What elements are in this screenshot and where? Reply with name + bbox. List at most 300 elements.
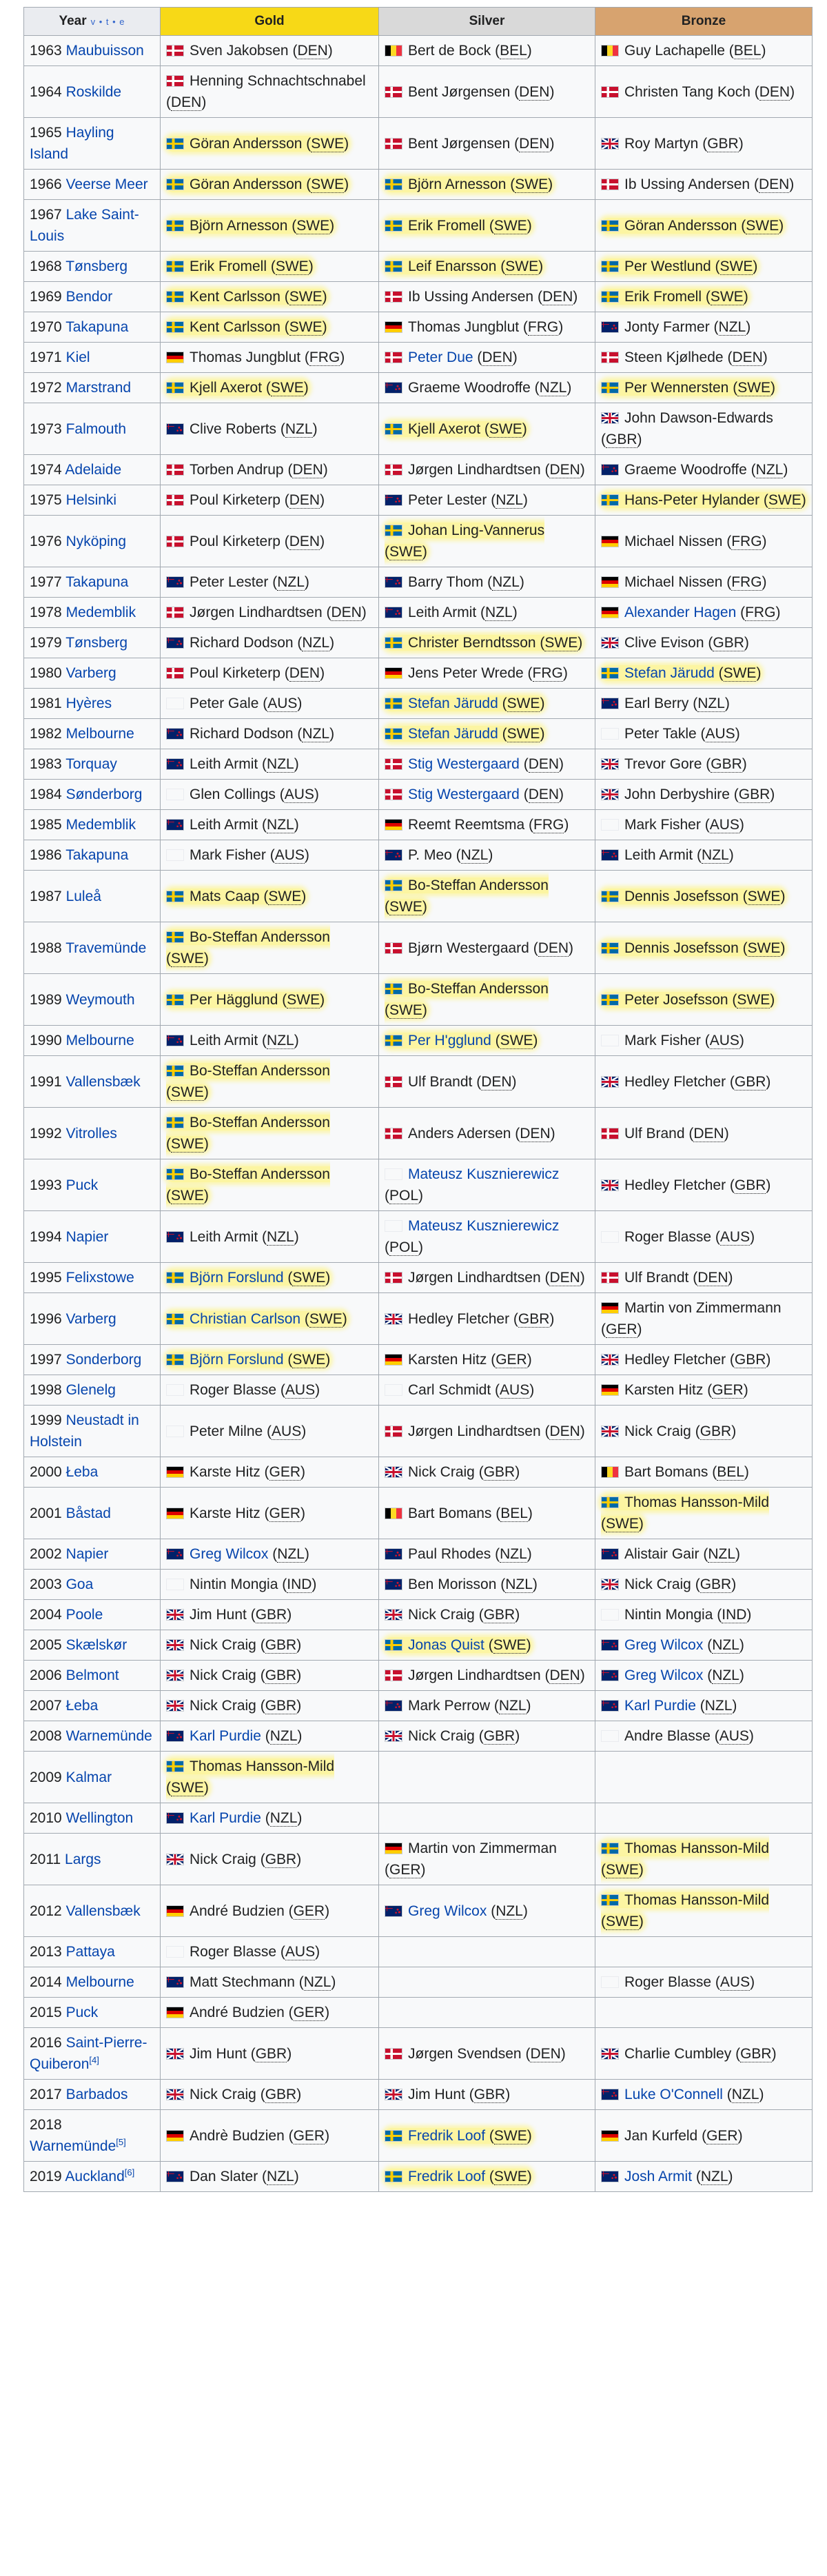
venue-link[interactable]: Puck	[65, 2005, 99, 2020]
country-code[interactable]: BEL	[500, 1505, 528, 1521]
country-code[interactable]: SWE	[389, 544, 422, 560]
athlete-name[interactable]: Kent Carlsson	[190, 289, 280, 305]
country-code[interactable]: SWE	[507, 726, 540, 742]
country-code[interactable]: GBR	[518, 1310, 550, 1327]
country-code[interactable]: FRG	[309, 349, 340, 365]
athlete-name[interactable]: Kjell Axerot	[190, 380, 263, 396]
athlete-name[interactable]: Leith Armit	[190, 1228, 258, 1245]
athlete-name[interactable]: Graeme Woodroffe	[408, 380, 531, 396]
venue-link[interactable]: Tønsberg	[65, 258, 128, 274]
athlete-name[interactable]: Thomas Hansson-Mild	[624, 1494, 770, 1510]
country-code[interactable]: AUS	[709, 817, 739, 833]
country-code[interactable]: SWE	[606, 1914, 639, 1929]
athlete-name[interactable]: Fredrik Loof	[408, 2127, 486, 2144]
athlete-name[interactable]: Bo-Steffan Andersson	[190, 929, 330, 945]
country-code[interactable]: SWE	[296, 217, 330, 234]
athlete-name[interactable]: Ulf Brandt	[624, 1270, 689, 1286]
country-code[interactable]: SWE	[723, 665, 757, 681]
venue-link[interactable]: Pattaya	[65, 1944, 115, 1960]
country-code[interactable]: SWE	[493, 2169, 527, 2184]
athlete-name[interactable]: Guy Lachapelle	[624, 43, 725, 59]
athlete-name[interactable]: Björn Arnesson	[190, 217, 288, 234]
country-code[interactable]: SWE	[493, 217, 527, 234]
country-code[interactable]: GBR	[255, 1607, 287, 1623]
citation-link[interactable]: [5]	[116, 2137, 126, 2147]
country-code[interactable]: NZL	[267, 817, 294, 833]
athlete-name[interactable]: Nick Craig	[408, 1728, 475, 1744]
athlete-name[interactable]: Bent Jørgensen	[408, 135, 511, 152]
athlete-name[interactable]: Nick Craig	[190, 1637, 256, 1653]
country-code[interactable]: NZL	[277, 1546, 305, 1562]
venue-link[interactable]: Adelaide	[65, 462, 122, 478]
athlete-name[interactable]: Bart Bomans	[408, 1505, 492, 1521]
country-code[interactable]: POL	[389, 1239, 419, 1255]
athlete-name[interactable]: Christian Carlson	[190, 1310, 301, 1327]
country-code[interactable]: DEN	[171, 94, 202, 110]
athlete-name[interactable]: Jim Hunt	[190, 1607, 247, 1623]
country-code[interactable]: NZL	[731, 2087, 759, 2102]
citation-link[interactable]: [6]	[124, 2167, 135, 2178]
athlete-name[interactable]: Bo-Steffan Andersson	[190, 1063, 330, 1079]
athlete-name[interactable]: Roger Blasse	[190, 1382, 277, 1398]
venue-link[interactable]: Kalmar	[65, 1769, 112, 1785]
venue-link[interactable]: Nyköping	[65, 533, 127, 549]
athlete-name[interactable]: Dennis Josefsson	[624, 888, 739, 904]
country-code[interactable]: NZL	[496, 492, 523, 508]
country-code[interactable]: SWE	[311, 135, 345, 152]
athlete-name[interactable]: Alistair Gair	[624, 1546, 700, 1562]
country-code[interactable]: SWE	[515, 176, 549, 192]
country-code[interactable]: AUS	[274, 847, 305, 863]
country-code[interactable]: SWE	[747, 888, 781, 904]
athlete-name[interactable]: Bert de Bock	[408, 43, 491, 59]
athlete-name[interactable]: Bo-Steffan Andersson	[408, 878, 549, 893]
venue-link[interactable]: Hyères	[65, 696, 112, 711]
country-code[interactable]: SWE	[289, 289, 323, 305]
country-code[interactable]: NZL	[277, 574, 305, 590]
athlete-name[interactable]: Poul Kirketerp	[190, 492, 280, 508]
athlete-name[interactable]: Torben Andrup	[190, 462, 284, 478]
athlete-name[interactable]: Anders Adersen	[408, 1125, 511, 1142]
athlete-name[interactable]: Nick Craig	[190, 1667, 256, 1683]
country-code[interactable]: DEN	[693, 1125, 724, 1142]
country-code[interactable]: GBR	[265, 1851, 297, 1867]
athlete-name[interactable]: Mark Perrow	[408, 1698, 491, 1714]
venue-link[interactable]: Napier	[65, 1546, 109, 1562]
country-code[interactable]: GER	[389, 1862, 421, 1878]
country-code[interactable]: SWE	[171, 951, 204, 966]
athlete-name[interactable]: Stefan Järudd	[624, 665, 715, 681]
venue-link[interactable]: Glenelg	[65, 1382, 116, 1398]
country-code[interactable]: DEN	[542, 289, 573, 305]
athlete-name[interactable]: John Dawson-Edwards	[624, 410, 773, 426]
venue-link[interactable]: Felixstowe	[65, 1270, 134, 1286]
country-code[interactable]: SWE	[289, 319, 323, 335]
athlete-name[interactable]: Mark Fisher	[624, 1033, 701, 1048]
citation-link[interactable]: [4]	[89, 2055, 99, 2065]
venue-link[interactable]: Melbourne	[65, 1974, 134, 1990]
athlete-name[interactable]: Leith Armit	[190, 817, 258, 833]
country-code[interactable]: DEN	[549, 462, 580, 478]
athlete-name[interactable]: Göran Andersson	[624, 217, 737, 234]
athlete-name[interactable]: Mateusz Kusznierewicz	[408, 1166, 560, 1182]
athlete-name[interactable]: Luke O'Connell	[624, 2087, 723, 2102]
country-code[interactable]: NZL	[708, 1546, 736, 1562]
country-code[interactable]: DEN	[519, 83, 550, 100]
country-code[interactable]: GBR	[734, 1352, 766, 1368]
venue-link[interactable]: Poole	[65, 1607, 103, 1623]
venue-link[interactable]: Melbourne	[65, 726, 134, 742]
athlete-name[interactable]: Dan Slater	[190, 2169, 258, 2184]
athlete-name[interactable]: Nick Craig	[624, 1576, 691, 1592]
athlete-name[interactable]: Paul Rhodes	[408, 1546, 491, 1562]
athlete-name[interactable]: Peter Takle	[624, 726, 697, 742]
country-code[interactable]: NZL	[755, 462, 784, 478]
country-code[interactable]: SWE	[287, 991, 320, 1008]
athlete-name[interactable]: Jim Hunt	[190, 2045, 247, 2062]
country-code[interactable]: SWE	[505, 258, 539, 274]
country-code[interactable]: GBR	[265, 2087, 297, 2102]
vte-links[interactable]: v • t • e	[90, 17, 125, 27]
country-code[interactable]: AUS	[500, 1382, 530, 1398]
country-code[interactable]: GBR	[740, 2045, 772, 2062]
athlete-name[interactable]: Bent Jørgensen	[408, 83, 511, 100]
venue-link[interactable]: Skælskør	[65, 1637, 127, 1653]
athlete-name[interactable]: Nick Craig	[190, 1851, 256, 1867]
venue-link[interactable]: Goa	[65, 1576, 94, 1592]
athlete-name[interactable]: Erik Fromell	[408, 217, 486, 234]
venue-link[interactable]: Largs	[65, 1851, 101, 1867]
country-code[interactable]: GBR	[738, 787, 770, 802]
athlete-name[interactable]: Ulf Brand	[624, 1125, 685, 1142]
athlete-name[interactable]: Hedley Fletcher	[624, 1352, 726, 1368]
country-code[interactable]: GBR	[265, 1667, 297, 1683]
country-code[interactable]: SWE	[746, 217, 779, 234]
country-code[interactable]: GBR	[483, 1464, 515, 1480]
athlete-name[interactable]: Michael Nissen	[624, 574, 723, 590]
athlete-name[interactable]: Jørgen Lindhardtsen	[408, 1270, 541, 1286]
athlete-name[interactable]: Leith Armit	[190, 1033, 258, 1048]
athlete-name[interactable]: Jørgen Lindhardtsen	[190, 605, 323, 620]
athlete-name[interactable]: André Budzien	[190, 1903, 285, 1919]
venue-link[interactable]: Wellington	[65, 1810, 134, 1826]
country-code[interactable]: SWE	[270, 380, 304, 396]
athlete-name[interactable]: Reemt Reemtsma	[408, 817, 525, 833]
country-code[interactable]: SWE	[171, 1084, 204, 1100]
athlete-name[interactable]: Josh Armit	[624, 2169, 693, 2184]
country-code[interactable]: NZL	[285, 420, 313, 437]
country-code[interactable]: NZL	[302, 726, 330, 742]
athlete-name[interactable]: Clive Roberts	[190, 420, 277, 437]
athlete-name[interactable]: Karste Hitz	[190, 1505, 261, 1521]
athlete-name[interactable]: Bo-Steffan Andersson	[190, 1166, 330, 1182]
country-code[interactable]: NZL	[712, 1637, 739, 1653]
country-code[interactable]: DEN	[289, 665, 320, 681]
venue-link[interactable]: Sonderborg	[65, 1352, 142, 1368]
athlete-name[interactable]: Peter Due	[408, 349, 473, 365]
athlete-name[interactable]: Erik Fromell	[624, 289, 702, 305]
athlete-name[interactable]: Leith Armit	[624, 847, 693, 863]
country-code[interactable]: SWE	[309, 1310, 343, 1327]
athlete-name[interactable]: Stig Westergaard	[408, 787, 520, 802]
country-code[interactable]: SWE	[710, 289, 744, 305]
athlete-name[interactable]: Peter Lester	[190, 574, 269, 590]
country-code[interactable]: DEN	[297, 43, 328, 59]
country-code[interactable]: SWE	[489, 420, 522, 437]
athlete-name[interactable]: Graeme Woodroffe	[624, 462, 747, 478]
country-code[interactable]: SWE	[275, 258, 309, 274]
athlete-name[interactable]: André Budzien	[190, 2005, 285, 2020]
athlete-name[interactable]: Per Hägglund	[190, 991, 278, 1008]
athlete-name[interactable]: Trevor Gore	[624, 756, 702, 772]
country-code[interactable]: BEL	[733, 43, 762, 59]
athlete-name[interactable]: Thomas Jungblut	[408, 319, 520, 335]
athlete-name[interactable]: Göran Andersson	[190, 176, 303, 192]
country-code[interactable]: SWE	[389, 899, 422, 915]
country-code[interactable]: DEN	[758, 176, 790, 192]
country-code[interactable]: NZL	[269, 1810, 298, 1826]
country-code[interactable]: NZL	[267, 756, 294, 772]
athlete-name[interactable]: Fredrik Loof	[408, 2169, 486, 2184]
athlete-name[interactable]: Karste Hitz	[190, 1464, 261, 1480]
athlete-name[interactable]: Thomas Hansson-Mild	[190, 1758, 335, 1774]
venue-link[interactable]: Båstad	[65, 1505, 111, 1521]
country-code[interactable]: NZL	[539, 380, 567, 396]
country-code[interactable]: SWE	[171, 1780, 204, 1796]
country-code[interactable]: DEN	[520, 1125, 551, 1142]
athlete-name[interactable]: Peter Milne	[190, 1423, 263, 1439]
athlete-name[interactable]: Mark Fisher	[624, 817, 701, 833]
country-code[interactable]: NZL	[498, 1698, 527, 1714]
athlete-name[interactable]: Nick Craig	[190, 2087, 256, 2102]
venue-link[interactable]: Travemünde	[65, 940, 147, 956]
venue-link[interactable]: Vallensbæk	[65, 1903, 141, 1919]
athlete-name[interactable]: Roger Blasse	[624, 1974, 712, 1990]
athlete-name[interactable]: Leif Enarsson	[408, 258, 497, 274]
athlete-name[interactable]: Nintin Mongia	[624, 1607, 713, 1623]
country-code[interactable]: GER	[269, 1505, 301, 1521]
athlete-name[interactable]: Thomas Hansson-Mild	[624, 1892, 770, 1908]
venue-link[interactable]: Takapuna	[65, 847, 129, 863]
athlete-name[interactable]: Karl Purdie	[624, 1698, 696, 1714]
country-code[interactable]: GER	[269, 1464, 301, 1480]
athlete-name[interactable]: Bo-Steffan Andersson	[408, 981, 549, 997]
athlete-name[interactable]: Björn Forslund	[190, 1352, 284, 1368]
country-code[interactable]: NZL	[700, 2169, 728, 2184]
athlete-name[interactable]: Henning Schnachtschnabel	[190, 73, 366, 89]
venue-link[interactable]: Torquay	[65, 756, 117, 772]
country-code[interactable]: SWE	[292, 1352, 326, 1368]
country-code[interactable]: FRG	[532, 665, 563, 681]
country-code[interactable]: GER	[712, 1382, 744, 1398]
country-code[interactable]: DEN	[289, 533, 320, 549]
country-code[interactable]: DEN	[697, 1270, 728, 1286]
country-code[interactable]: NZL	[704, 1698, 733, 1714]
country-code[interactable]: FRG	[533, 817, 564, 833]
athlete-name[interactable]: Nick Craig	[190, 1698, 256, 1714]
venue-link[interactable]: Vitrolles	[65, 1125, 117, 1142]
country-code[interactable]: SWE	[493, 1637, 527, 1653]
venue-link[interactable]: Hayling Island	[30, 125, 114, 162]
venue-link[interactable]: Puck	[65, 1177, 99, 1193]
venue-link[interactable]: Barbados	[65, 2087, 128, 2102]
country-code[interactable]: DEN	[549, 1270, 580, 1286]
country-code[interactable]: SWE	[606, 1516, 639, 1532]
athlete-name[interactable]: Karsten Hitz	[408, 1352, 487, 1368]
athlete-name[interactable]: Kjell Axerot	[408, 420, 481, 437]
country-code[interactable]: SWE	[389, 1002, 422, 1018]
country-code[interactable]: DEN	[538, 940, 569, 956]
athlete-name[interactable]: P. Meo	[408, 847, 452, 863]
country-code[interactable]: GBR	[483, 1728, 515, 1744]
country-code[interactable]: GBR	[265, 1698, 297, 1714]
venue-link[interactable]: Marstrand	[65, 380, 132, 396]
country-code[interactable]: SWE	[747, 940, 781, 956]
country-code[interactable]: NZL	[697, 696, 725, 711]
country-code[interactable]: GBR	[734, 1177, 766, 1193]
athlete-name[interactable]: Peter Josefsson	[624, 991, 728, 1008]
athlete-name[interactable]: Hans-Peter Hylander	[624, 492, 760, 508]
athlete-name[interactable]: Charlie Cumbley	[624, 2045, 732, 2062]
athlete-name[interactable]: Greg Wilcox	[624, 1637, 704, 1653]
country-code[interactable]: NZL	[702, 847, 729, 863]
athlete-name[interactable]: Ib Ussing Andersen	[624, 176, 751, 192]
athlete-name[interactable]: Per H'gglund	[408, 1033, 491, 1048]
athlete-name[interactable]: Stefan Järudd	[408, 726, 498, 742]
athlete-name[interactable]: Sven Jakobsen	[190, 43, 289, 59]
venue-link[interactable]: Łeba	[65, 1698, 99, 1714]
country-code[interactable]: SWE	[311, 176, 345, 192]
country-code[interactable]: IND	[287, 1576, 312, 1592]
country-code[interactable]: GER	[293, 1903, 325, 1919]
athlete-name[interactable]: Björn Arnesson	[408, 176, 507, 192]
venue-link[interactable]: Varberg	[65, 665, 116, 681]
country-code[interactable]: DEN	[482, 349, 513, 365]
venue-link[interactable]: Kiel	[65, 349, 90, 365]
venue-link[interactable]: Bendor	[65, 289, 113, 305]
country-code[interactable]: AUS	[719, 1728, 749, 1744]
country-code[interactable]: DEN	[528, 787, 560, 802]
athlete-name[interactable]: Greg Wilcox	[190, 1546, 269, 1562]
venue-link[interactable]: Maubuisson	[65, 43, 144, 59]
athlete-name[interactable]: Nintin Mongia	[190, 1576, 278, 1592]
athlete-name[interactable]: Stig Westergaard	[408, 756, 520, 772]
country-code[interactable]: BEL	[500, 43, 527, 59]
country-code[interactable]: SWE	[268, 888, 302, 904]
country-code[interactable]: DEN	[732, 349, 763, 365]
country-code[interactable]: DEN	[292, 462, 323, 478]
athlete-name[interactable]: Ulf Brandt	[408, 1073, 473, 1090]
athlete-name[interactable]: Dennis Josefsson	[624, 940, 739, 956]
country-code[interactable]: NZL	[302, 635, 330, 651]
athlete-name[interactable]: Johan Ling-Vannerus	[408, 523, 545, 538]
venue-link[interactable]: Napier	[65, 1228, 109, 1245]
country-code[interactable]: SWE	[544, 635, 578, 651]
country-code[interactable]: NZL	[267, 1033, 294, 1048]
athlete-name[interactable]: Nick Craig	[408, 1607, 475, 1623]
venue-link[interactable]: Falmouth	[65, 420, 127, 437]
venue-link[interactable]: Neustadt in Holstein	[30, 1412, 139, 1450]
athlete-name[interactable]: Jørgen Svendsen	[408, 2045, 522, 2062]
athlete-name[interactable]: Glen Collings	[190, 787, 276, 802]
country-code[interactable]: GBR	[473, 2087, 506, 2102]
country-code[interactable]: GBR	[700, 1576, 732, 1592]
country-code[interactable]: AUS	[272, 1423, 302, 1439]
country-code[interactable]: GER	[496, 1352, 527, 1368]
athlete-name[interactable]: Poul Kirketerp	[190, 533, 280, 549]
athlete-name[interactable]: Stefan Järudd	[408, 696, 498, 711]
athlete-name[interactable]: Greg Wilcox	[408, 1903, 487, 1919]
athlete-name[interactable]: Martin von Zimmermann	[624, 1300, 782, 1316]
athlete-name[interactable]: Martin von Zimmerman	[408, 1840, 557, 1856]
venue-link[interactable]: Veerse Meer	[65, 176, 148, 192]
athlete-name[interactable]: Christen Tang Koch	[624, 83, 751, 100]
athlete-name[interactable]: Jørgen Lindhardtsen	[408, 1667, 541, 1683]
athlete-name[interactable]: Thomas Jungblut	[190, 349, 301, 365]
country-code[interactable]: NZL	[712, 1667, 739, 1683]
country-code[interactable]: NZL	[492, 574, 520, 590]
athlete-name[interactable]: Per Westlund	[624, 258, 711, 274]
country-code[interactable]: NZL	[460, 847, 489, 863]
country-code[interactable]: SWE	[737, 380, 771, 396]
country-code[interactable]: GBR	[734, 1073, 766, 1090]
athlete-name[interactable]: Nick Craig	[408, 1464, 475, 1480]
country-code[interactable]: SWE	[768, 492, 802, 508]
country-code[interactable]: GER	[706, 2127, 738, 2144]
venue-link[interactable]: Auckland	[65, 2169, 125, 2184]
athlete-name[interactable]: Earl Berry	[624, 696, 689, 711]
venue-link[interactable]: Takapuna	[65, 574, 129, 590]
venue-link[interactable]: Vallensbæk	[65, 1073, 141, 1090]
country-code[interactable]: DEN	[528, 756, 560, 772]
country-code[interactable]: GBR	[700, 1423, 732, 1439]
athlete-name[interactable]: Per Wennersten	[624, 380, 729, 396]
country-code[interactable]: DEN	[530, 2045, 561, 2062]
athlete-name[interactable]: Bart Bomans	[624, 1464, 708, 1480]
athlete-name[interactable]: Clive Evison	[624, 635, 704, 651]
country-code[interactable]: BEL	[717, 1464, 744, 1480]
country-code[interactable]: AUS	[709, 1033, 739, 1048]
athlete-name[interactable]: Mats Caap	[190, 888, 260, 904]
athlete-name[interactable]: Nick Craig	[624, 1423, 691, 1439]
athlete-name[interactable]: Björn Forslund	[190, 1270, 284, 1286]
country-code[interactable]: NZL	[485, 605, 513, 620]
country-code[interactable]: GER	[293, 2005, 325, 2020]
country-code[interactable]: FRG	[731, 574, 762, 590]
country-code[interactable]: NZL	[500, 1546, 527, 1562]
athlete-name[interactable]: Ben Morisson	[408, 1576, 497, 1592]
country-code[interactable]: AUS	[267, 696, 298, 711]
country-code[interactable]: GBR	[483, 1607, 515, 1623]
athlete-name[interactable]: Alexander Hagen	[624, 605, 737, 620]
country-code[interactable]: NZL	[718, 319, 746, 335]
country-code[interactable]: FRG	[731, 533, 762, 549]
athlete-name[interactable]: Leith Armit	[408, 605, 477, 620]
athlete-name[interactable]: Bjørn Westergaard	[408, 940, 529, 956]
country-code[interactable]: SWE	[606, 1862, 639, 1878]
country-code[interactable]: SWE	[719, 258, 753, 274]
venue-link[interactable]: Takapuna	[65, 319, 129, 335]
country-code[interactable]: GBR	[711, 756, 742, 772]
athlete-name[interactable]: Hedley Fletcher	[408, 1310, 510, 1327]
country-code[interactable]: DEN	[331, 605, 362, 620]
country-code[interactable]: GBR	[606, 432, 637, 447]
venue-link[interactable]: Lake Saint-Louis	[30, 207, 139, 244]
country-code[interactable]: FRG	[745, 605, 776, 620]
venue-link[interactable]: Weymouth	[65, 991, 135, 1008]
venue-link[interactable]: Melbourne	[65, 1033, 134, 1048]
venue-link[interactable]: Saint-Pierre-Quiberon	[30, 2035, 147, 2072]
